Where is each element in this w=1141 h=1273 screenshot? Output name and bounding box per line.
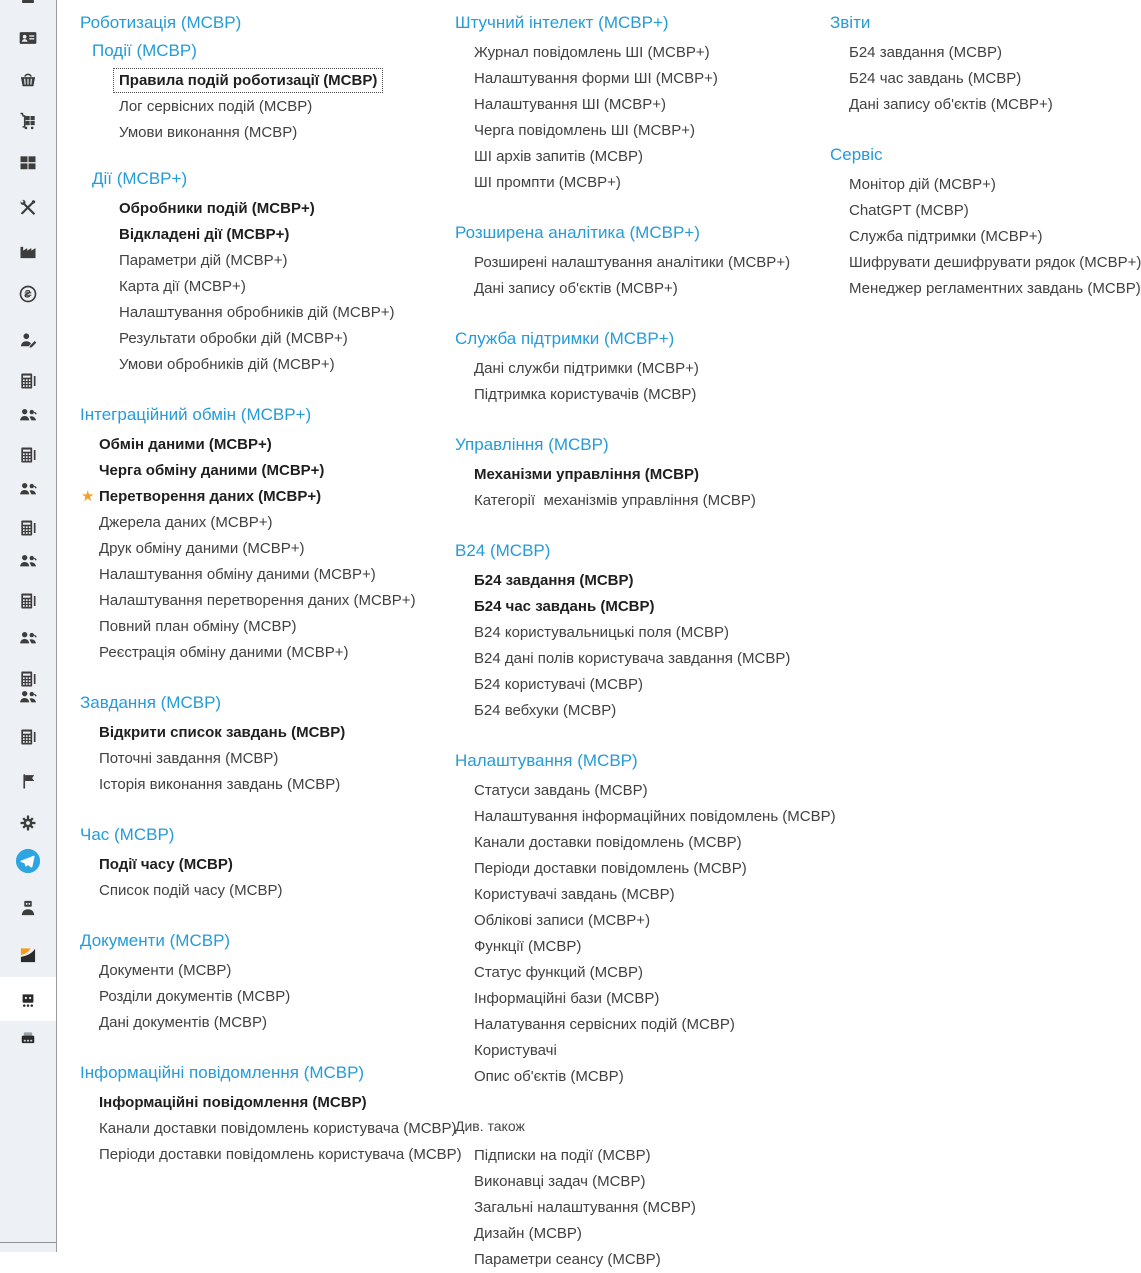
- menu-item[interactable]: [849, 172, 1141, 198]
- menu-item[interactable]: [474, 646, 830, 672]
- menu-item[interactable]: [99, 852, 455, 878]
- menu-item[interactable]: [474, 170, 830, 196]
- menu-item-label: Функції (МСВР): [474, 938, 582, 955]
- menu-item[interactable]: [99, 1142, 462, 1168]
- menu-item-label: ChatGPT (МСВР): [849, 202, 969, 219]
- menu-item-label: ШІ промпти (МСВР+): [474, 174, 621, 191]
- section-title: В24 (МСВР): [455, 541, 551, 560]
- menu-item[interactable]: [474, 934, 830, 960]
- factory-icon[interactable]: [18, 241, 38, 261]
- menu-column-3: [830, 8, 1141, 302]
- menu-item[interactable]: [474, 568, 830, 594]
- menu-item[interactable]: [474, 1012, 830, 1038]
- menu-section: [80, 404, 455, 666]
- menu-item-label: Б24 користувачі (МСВР): [474, 676, 643, 693]
- menu-item[interactable]: [99, 562, 455, 588]
- menu-item[interactable]: [99, 1116, 455, 1142]
- menu-items: [849, 40, 1141, 118]
- menu-item[interactable]: [474, 594, 830, 620]
- tiles-icon[interactable]: [18, 153, 38, 173]
- menu-item-label: Користувачі: [474, 1042, 557, 1059]
- menu-item-label: Список подій часу (МСВР): [99, 882, 283, 899]
- menu-item-label: Перетворення даних (МСВР+): [99, 488, 322, 505]
- menu-item-label: Періоди доставки повідомлень користувача (МСВР): [99, 1146, 462, 1163]
- menu-item[interactable]: [99, 958, 455, 984]
- flag-icon[interactable]: [18, 771, 38, 791]
- menu-items: [474, 778, 836, 1090]
- menu-item-label: Черга повідомлень ШІ (МСВР+): [474, 122, 696, 139]
- menu-item[interactable]: [474, 1169, 830, 1195]
- menu-item[interactable]: [99, 720, 455, 746]
- favorite-star-icon: ★: [81, 488, 95, 505]
- menu-item[interactable]: [99, 746, 455, 772]
- menu-section: [455, 750, 836, 1090]
- menu-subsection: [92, 168, 455, 378]
- menu-item[interactable]: [474, 92, 830, 118]
- menu-item-label: Параметри сеансу (МСВР): [474, 1251, 661, 1268]
- menu-item-label: Дані запису об'єктів (МСВР+): [849, 96, 1053, 113]
- menu-item-label: Служба підтримки (МСВР+): [849, 228, 1043, 245]
- menu-section: [830, 12, 1141, 118]
- menu-item[interactable]: [474, 882, 830, 908]
- register-icon[interactable]: [18, 371, 38, 391]
- section-title: Розширена аналітика (МСВР+): [455, 223, 700, 242]
- menu-item[interactable]: [474, 40, 830, 66]
- menu-item-label: Канали доставки повідомлень користувача (МСВР): [99, 1120, 457, 1137]
- menu-item-label: Налаштування інформаційних повідомлень (МСВР): [474, 808, 836, 825]
- menu-item-label: Налаштування перетворення даних (МСВР+): [99, 592, 416, 609]
- menu-items: [99, 852, 455, 904]
- menu-item[interactable]: [474, 1064, 830, 1090]
- menu-item-label: Б24 час завдань (МСВР): [474, 598, 655, 615]
- menu-item[interactable]: [474, 856, 830, 882]
- menu-item[interactable]: [474, 118, 830, 144]
- menu-item-label: Друк обміну даними (МСВР+): [99, 540, 305, 557]
- menu-item-label: Правила подій роботизації (МСВР): [113, 68, 383, 93]
- gear-icon[interactable]: [18, 813, 38, 833]
- menu-item-label: Підтримка користувачів (МСВР): [474, 386, 697, 403]
- section-title: Інтеграційний обмін (МСВР+): [80, 405, 312, 424]
- menu-item-label: Б24 завдання (МСВР): [849, 44, 1002, 61]
- hryvnia-coin-icon[interactable]: [18, 284, 38, 304]
- menu-item-label: Періоди доставки повідомлень (МСВР): [474, 860, 747, 877]
- menu-item-label: Реєстрація обміну даними (МСВР+): [99, 644, 349, 661]
- register-icon[interactable]: [18, 591, 38, 611]
- menu-item-label: Шифрувати дешифрувати рядок (МСВР+): [849, 254, 1141, 271]
- section-title: Див. також: [455, 1118, 525, 1134]
- menu-item-label: Виконавці задач (МСВР): [474, 1173, 646, 1190]
- menu-item-label: Категорії механізмів управління (МСВР): [474, 492, 756, 509]
- section-title: Документи (МСВР): [80, 931, 231, 950]
- menu-item-label: Історія виконання завдань (МСВР): [99, 776, 341, 793]
- menu-item-label: Б24 час завдань (МСВР): [849, 70, 1022, 87]
- user-edit-icon[interactable]: [18, 330, 38, 350]
- menu-items: [474, 568, 830, 724]
- menu-item-label: В24 дані полів користувача завдання (МСВР): [474, 650, 791, 667]
- menu-items: [99, 958, 455, 1036]
- menu-item[interactable]: [119, 274, 455, 300]
- menu-section: [80, 824, 455, 904]
- section-title: Управління (МСВР): [455, 435, 609, 454]
- menu-item-label: Обробники подій (МСВР+): [119, 200, 315, 217]
- menu-section: [455, 540, 830, 724]
- menu-item[interactable]: [474, 1038, 830, 1064]
- menu-section: [830, 144, 1141, 302]
- printer-icon[interactable]: [18, 1029, 38, 1049]
- menu-item[interactable]: [474, 276, 830, 302]
- menu-item-label: Облікові записи (МСВР+): [474, 912, 651, 929]
- menu-items: [99, 720, 455, 798]
- menu-item-label: Підписки на події (МСВР): [474, 1147, 651, 1164]
- menu-items: [119, 68, 455, 146]
- subsection-title: Події (МСВР): [92, 41, 197, 60]
- users-icon[interactable]: [18, 479, 38, 499]
- menu-section: [80, 12, 455, 378]
- menu-item-label: Налаштування ШІ (МСВР+): [474, 96, 667, 113]
- menu-item-label: Розділи документів (МСВР): [99, 988, 291, 1005]
- register-icon[interactable]: [18, 727, 38, 747]
- section-title: Роботизація (МСВР): [80, 13, 242, 32]
- menu-item-label: Журнал повідомлень ШІ (МСВР+): [474, 44, 710, 61]
- menu-item-label: Умови обробників дій (МСВР+): [119, 356, 335, 373]
- sidebar: [0, 0, 57, 1252]
- menu-item[interactable]: [119, 248, 455, 274]
- menu-item-label: Умови виконання (МСВР): [119, 124, 298, 141]
- menu-item[interactable]: [849, 92, 1141, 118]
- menu-item[interactable]: [474, 960, 830, 986]
- menu-item-label: Дані документів (МСВР): [99, 1014, 268, 1031]
- menu-item-label: Менеджер регламентних завдань (МСВР): [849, 280, 1141, 297]
- menu-item-label: Параметри дій (МСВР+): [119, 252, 288, 269]
- menu-item-label: Черга обміну даними (МСВР+): [99, 462, 325, 479]
- menu-item[interactable]: [474, 778, 830, 804]
- menu-section: [80, 1062, 462, 1168]
- menu-subsection: [92, 40, 455, 146]
- menu-item[interactable]: [99, 588, 455, 614]
- menu-item[interactable]: [99, 614, 455, 640]
- basket-icon[interactable]: [18, 70, 38, 90]
- menu-section: [80, 692, 455, 798]
- menu-section: [455, 222, 830, 302]
- menu-item[interactable]: [99, 984, 455, 1010]
- menu-item[interactable]: [99, 772, 455, 798]
- menu-item-label: Б24 завдання (МСВР): [474, 572, 634, 589]
- menu-item-label: Інформаційні бази (МСВР): [474, 990, 660, 1007]
- menu-items: [474, 356, 830, 408]
- users-icon[interactable]: [18, 628, 38, 648]
- menu-item[interactable]: [474, 144, 830, 170]
- section-title: Інформаційні повідомлення (МСВР): [80, 1063, 365, 1082]
- menu-item[interactable]: [99, 878, 455, 904]
- menu-item-label: Інформаційні повідомлення (МСВР): [99, 1094, 367, 1111]
- menu-item-label: Опис об'єктів (МСВР): [474, 1068, 624, 1085]
- menu-item-label: Механізми управління (МСВР): [474, 466, 699, 483]
- menu-section: [455, 1116, 830, 1273]
- menu-item[interactable]: [474, 1247, 830, 1273]
- menu-item[interactable]: [99, 432, 455, 458]
- menu-items: [99, 1090, 462, 1168]
- menu-column-1: [80, 8, 462, 1168]
- menu-item-label: Лог сервісних подій (МСВР): [119, 98, 313, 115]
- subsection-title: Дії (МСВР+): [92, 169, 188, 188]
- menu-item-label: В24 користувальницькі поля (МСВР): [474, 624, 730, 641]
- menu-item[interactable]: [119, 120, 455, 146]
- menu-column-2: [455, 8, 836, 1273]
- menu-item-label: Відкрити список завдань (МСВР): [99, 724, 346, 741]
- menu-item[interactable]: [849, 250, 1141, 276]
- menu-item-label: Налаштування обробників дій (МСВР+): [119, 304, 395, 321]
- function-menu: [57, 0, 1141, 1268]
- menu-item-label: Результати обробки дій (МСВР+): [119, 330, 348, 347]
- menu-item[interactable]: [474, 488, 830, 514]
- section-title: Служба підтримки (МСВР+): [455, 329, 675, 348]
- menu-item-label: Канали доставки повідомлень (МСВР): [474, 834, 742, 851]
- register-icon[interactable]: [18, 518, 38, 538]
- sidebar-divider: [0, 1242, 56, 1243]
- telegram-icon[interactable]: [15, 848, 41, 874]
- menu-item[interactable]: [119, 300, 455, 326]
- menu-item-label: Дані служби підтримки (МСВР+): [474, 360, 699, 377]
- menu-item[interactable]: [119, 68, 455, 94]
- menu-item-label: Статус функций (МСВР): [474, 964, 643, 981]
- menu-item[interactable]: [99, 1010, 455, 1036]
- menu-item[interactable]: [849, 40, 1141, 66]
- menu-section: [80, 930, 455, 1036]
- menu-item[interactable]: [474, 250, 830, 276]
- menu-item[interactable]: [474, 1143, 830, 1169]
- menu-item-label: Статуси завдань (МСВР): [474, 782, 648, 799]
- menu-item[interactable]: [99, 458, 455, 484]
- menu-item-label: Дані запису об'єктів (МСВР+): [474, 280, 678, 297]
- menu-item-label: Документи (МСВР): [99, 962, 232, 979]
- menu-items: [474, 462, 830, 514]
- menu-item[interactable]: [849, 198, 1141, 224]
- menu-items: [119, 196, 455, 378]
- partial-icon[interactable]: [22, 0, 34, 3]
- menu-item-label: Монітор дій (МСВР+): [849, 176, 996, 193]
- menu-item-label: Користувачі завдань (МСВР): [474, 886, 675, 903]
- menu-item-label: Налатування сервісних подій (МСВР): [474, 1016, 735, 1033]
- menu-item-label: Розширені налаштування аналітики (МСВР+): [474, 254, 791, 271]
- section-title: Час (МСВР): [80, 825, 175, 844]
- menu-item[interactable]: [119, 326, 455, 352]
- menu-item[interactable]: [119, 222, 455, 248]
- menu-item[interactable]: [119, 94, 455, 120]
- menu-items: [474, 250, 830, 302]
- menu-item[interactable]: [474, 698, 830, 724]
- menu-section: [455, 328, 830, 408]
- menu-items: [474, 40, 830, 196]
- menu-item-label: Повний план обміну (МСВР): [99, 618, 297, 635]
- users-icon[interactable]: [18, 551, 38, 571]
- users-icon[interactable]: [18, 405, 38, 425]
- users-icon[interactable]: [18, 687, 38, 707]
- register-icon[interactable]: [18, 669, 38, 689]
- menu-item-label: Б24 вебхуки (МСВР): [474, 702, 617, 719]
- id-card-icon[interactable]: [18, 28, 38, 48]
- menu-item[interactable]: [849, 224, 1141, 250]
- menu-item[interactable]: [474, 382, 830, 408]
- menu-item-label: Загальні налаштування (МСВР): [474, 1199, 696, 1216]
- menu-item[interactable]: [99, 510, 455, 536]
- menu-item[interactable]: [474, 620, 830, 646]
- section-title: Звіти: [830, 13, 871, 32]
- menu-item-label: Джерела даних (МСВР+): [99, 514, 273, 531]
- register-icon[interactable]: [18, 445, 38, 465]
- menu-item[interactable]: [119, 352, 455, 378]
- menu-item[interactable]: [474, 804, 836, 830]
- menu-item[interactable]: [99, 640, 455, 666]
- menu-item-label: Відкладені дії (МСВР+): [119, 226, 290, 243]
- cart-icon[interactable]: [18, 111, 38, 131]
- menu-item-label: Карта дії (МСВР+): [119, 278, 246, 295]
- menu-item-label: ШІ архів запитів (МСВР): [474, 148, 643, 165]
- menu-item[interactable]: [474, 462, 830, 488]
- menu-item-label: Обмін даними (МСВР+): [99, 436, 272, 453]
- menu-item[interactable]: [849, 66, 1141, 92]
- section-title: Налаштування (МСВР): [455, 751, 638, 770]
- menu-item-label: Налаштування обміну даними (МСВР+): [99, 566, 376, 583]
- menu-item-label: Поточні завдання (МСВР): [99, 750, 279, 767]
- menu-item[interactable]: [474, 1195, 830, 1221]
- section-title: Сервіс: [830, 145, 883, 164]
- menu-item[interactable]: [474, 356, 830, 382]
- menu-item[interactable]: [99, 1090, 455, 1116]
- section-title: Штучний інтелект (МСВР+): [455, 13, 669, 32]
- section-title: Завдання (МСВР): [80, 693, 222, 712]
- menu-item[interactable]: [119, 196, 455, 222]
- menu-item[interactable]: [474, 1221, 830, 1247]
- robot-user-icon[interactable]: [18, 898, 38, 918]
- menu-item[interactable]: [474, 66, 830, 92]
- menu-items: [81, 432, 455, 666]
- menu-items: [849, 172, 1141, 302]
- menu-section: [455, 12, 830, 196]
- menu-items: [474, 1143, 830, 1273]
- menu-item[interactable]: [474, 672, 830, 698]
- menu-item[interactable]: [99, 536, 455, 562]
- tools-icon[interactable]: [18, 197, 38, 217]
- menu-item[interactable]: [474, 908, 830, 934]
- menu-item-label: Налаштування форми ШІ (МСВР+): [474, 70, 718, 87]
- menu-item-label: Події часу (МСВР): [99, 856, 233, 873]
- chart-wave-icon[interactable]: [18, 945, 38, 965]
- menu-item[interactable]: [81, 484, 455, 510]
- menu-section: [455, 434, 830, 514]
- menu-item-label: Дизайн (МСВР): [474, 1225, 582, 1242]
- menu-item[interactable]: [849, 276, 1141, 302]
- menu-item[interactable]: [474, 986, 830, 1012]
- menu-item[interactable]: [474, 830, 830, 856]
- robot-head-icon[interactable]: [18, 989, 38, 1009]
